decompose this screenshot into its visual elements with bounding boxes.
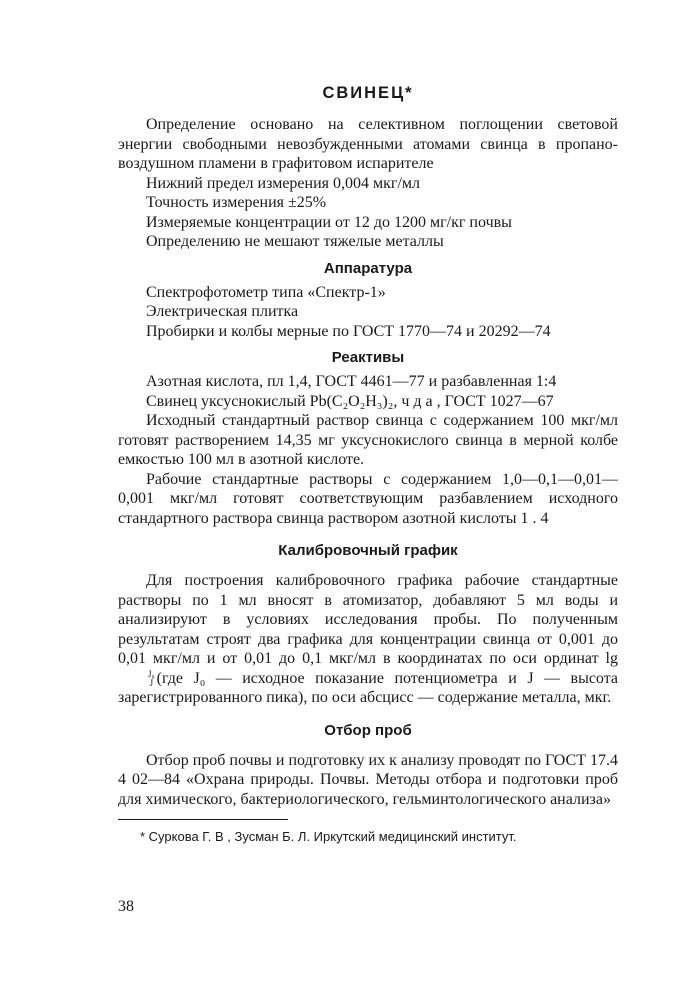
accuracy-line: Точность измерения ±25% [146,194,327,211]
reagent-paragraph: Рабочие стандартные растворы с содержанием 1,0—0,1—0,01—0,001 мкг/мл готовят соответствующим разбавлением исходного стандартного раствора свинца раствором азотной кислоты 1 . 4 [118,470,618,527]
sampling-heading: Отбор проб [324,721,412,739]
fraction-denominator: J [149,677,154,688]
detection-limit-line: Нижний предел измерения 0,004 мкг/мл [146,174,421,192]
apparatus-line: Пробирки и колбы мерные по ГОСТ 1770—74 и 20292—74 [146,322,551,340]
reagent-paragraph: Азотная кислота, пл 1,4, ГОСТ 4461—77 и разбавленная 1:4 [146,373,557,390]
apparatus-heading: Аппаратура [323,259,413,277]
document-page [118,84,618,845]
calibration-text-before: Для построения калибровочного графика рабочие стандартные растворы по 1 мл вносят в атомизатор, добавляют 5 мл воды и анализируют в условиях исследования пробы. По полученным результатам строят два графика для концентрации свинца от 0,001 до 0,01 мкг/мл и от 0,01 до 0,1 мкг/мл в координатах по оси ординат lg [118,572,618,667]
reagent-paragraph: Свинец уксуснокислый Pb(C₂O₂H₃)₂, ч д а , ГОСТ 1027—67 [146,392,554,410]
document-title: СВИНЕЦ* [322,84,414,102]
concentration-range-line: Измеряемые концентрации от 12 до 1200 мг/кг почвы [146,213,512,231]
footnote: * Суркова Г. В , Зусман Б. Л. Иркутский медицинский институт. [140,829,517,844]
apparatus-line: Спектрофотометр типа «Спектр-1» [146,283,386,301]
interference-line: Определению не мешают тяжелые металлы [146,233,444,250]
calibration-heading: Калибровочный график [278,542,458,559]
calibration-paragraph [118,571,618,708]
page-number: 38 [118,898,134,915]
sampling-paragraph: Отбор проб почвы и подготовку их к анализу проводят по ГОСТ 17.4 4 02—84 «Охрана природы. Почвы. Методы отбора и подготовки проб для химического, бактериологического, гельминтологического анализа» [118,751,618,808]
reagent-paragraph: Исходный стандартный раствор свинца с содержанием 100 мкг/мл готовят растворением 14,35 мг уксуснокислого свинца в мерной колбе емкостью 100 мл в азотной кислоте. [118,412,618,468]
fraction-numerator: J₀ [148,668,155,679]
ratio-fraction [120,670,155,688]
intro-paragraph: Определение основано на селективном поглощении световой энергии свободными невозбужденными атомами свинца в пропано-воздушном пламени в графитовом испарителе [118,116,618,172]
footnote-divider [118,819,288,820]
calibration-text-after: (где J₀ — исходное показание потенциометра и J — высота зарегистрированного пика), по оси абсцисс — содержание металла, мкг. [118,669,618,706]
apparatus-line: Электрическая плитка [146,303,299,320]
reagents-heading: Реактивы [331,349,405,366]
